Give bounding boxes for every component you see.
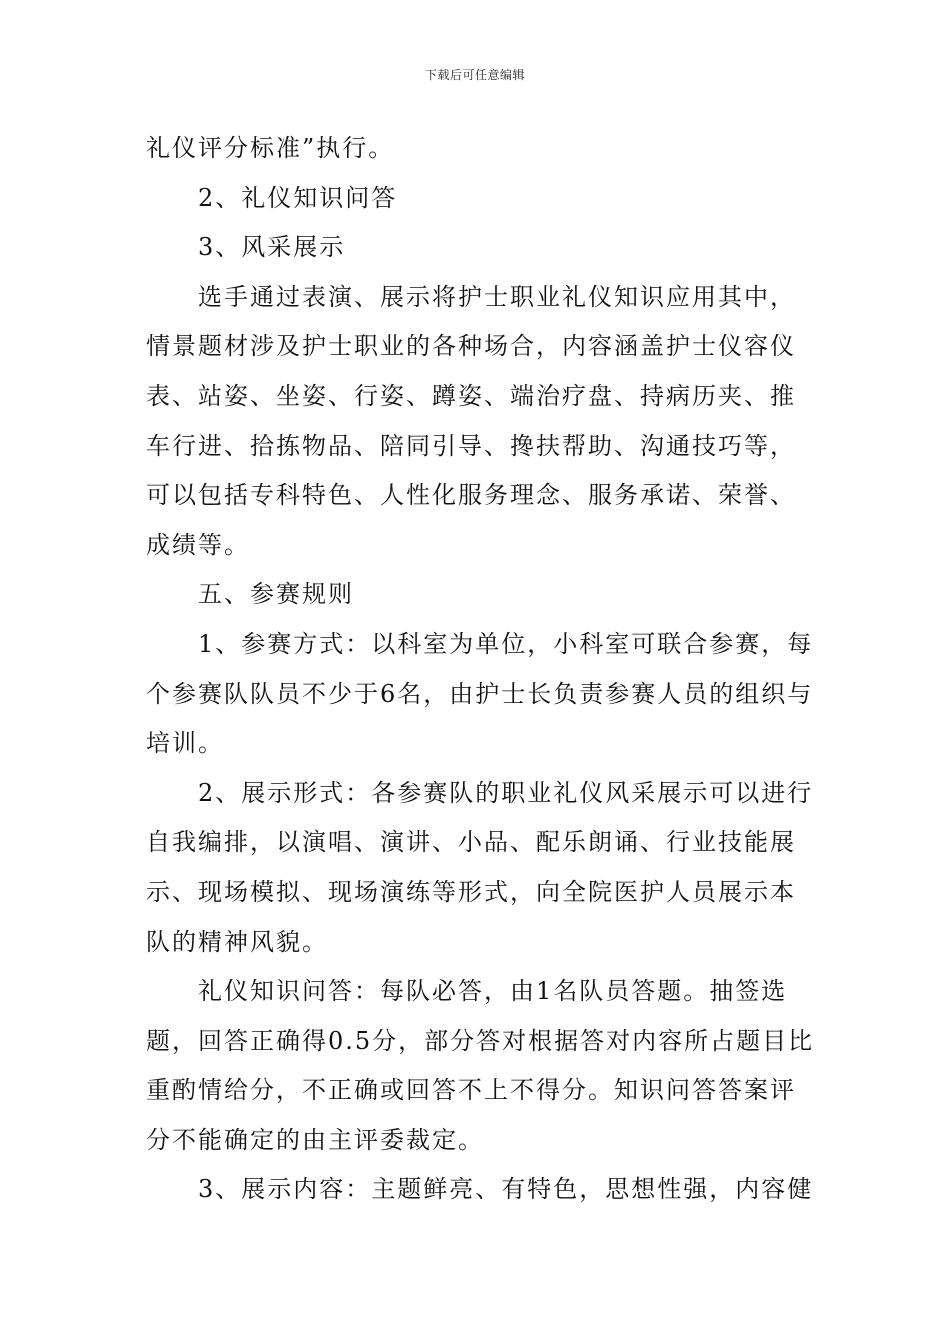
- paragraph: 3、风采展示: [198, 233, 346, 262]
- paragraph: 礼仪评分标准”执行。: [146, 134, 395, 162]
- paragraph: 礼仪知识问答：每队必答，由1名队员答题。抽签选题，回答正确得0.5分，部分答对根据答对内容所占题目比重酌情给分，不正确或回答不上不得分。知识问答答案评分不能确定的由主评委裁定。: [146, 977, 815, 1154]
- document-body: [146, 124, 818, 1215]
- paragraph: 选手通过表演、展示将护士职业礼仪知识应用其中，情景题材涉及护士职业的各种场合，内容涵盖护士仪容仪表、站姿、坐姿、行姿、蹲姿、端治疗盘、持病历夹、推车行进、拾拣物品、陪同引导、搀扶帮助、沟通技巧等，可以包括专科特色、人性化服务理念、服务承诺、荣誉、成绩等。: [146, 282, 796, 559]
- paragraph: 3、展示内容：主题鲜亮、有特色，思想性强，内容健: [198, 1175, 814, 1204]
- page-header: 下载后可任意编辑: [424, 68, 525, 82]
- paragraph: 2、礼仪知识问答: [198, 183, 398, 212]
- paragraph: 2、展示形式：各参赛队的职业礼仪风采展示可以进行自我编排，以演唱、演讲、小品、配乐朗诵、行业技能展示、现场模拟、现场演练等形式，向全院医护人员展示本队的精神风貌。: [146, 778, 814, 956]
- section-heading: 五、参赛规则: [198, 580, 354, 609]
- paragraph: 1、参赛方式：以科室为单位，小科室可联合参赛，每个参赛队队员不少于6名，由护士长负责参赛人员的组织与培训。: [146, 629, 814, 758]
